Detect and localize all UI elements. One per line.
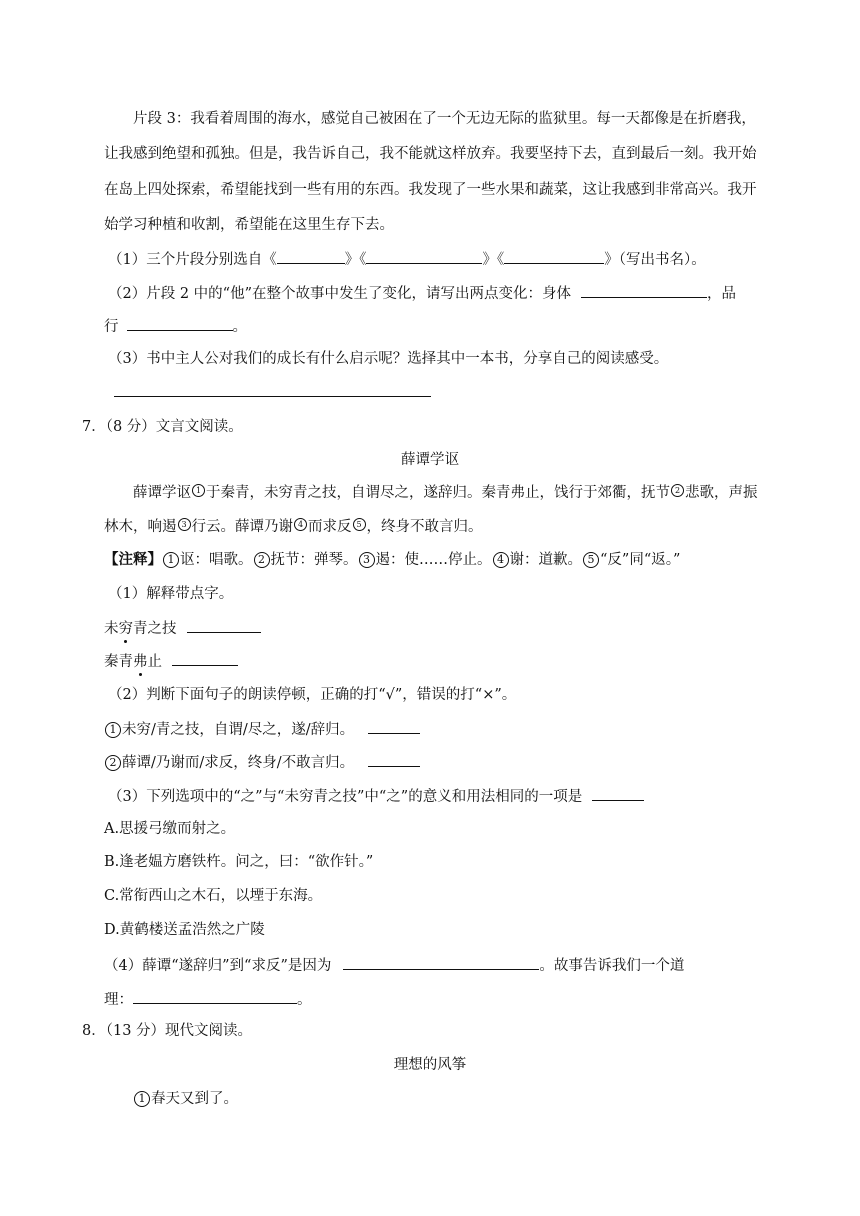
q6-sub2-line2 — [104, 315, 247, 337]
q6-sub2-text: （2）片段 2 中的“他”在整个故事中发生了变化，请写出两点变化：身体 — [108, 286, 571, 302]
q7-sub4-d: 。 — [297, 992, 312, 1008]
q7-sub1: （1）解释带点字。 — [108, 586, 234, 602]
q7-word1 — [104, 617, 261, 639]
note-2: 抚节：弹琴。 — [270, 552, 358, 568]
option-a: A.思援弓缴而射之。 — [104, 821, 236, 837]
q7-sub2: （2）判断下面句子的朗读停顿，正确的打“√”，错误的打“×”。 — [108, 687, 517, 703]
q7-passage-g: ，终身不敢言归。 — [366, 519, 483, 535]
judge1-blank[interactable] — [368, 718, 420, 734]
q7-passage-c: 悲歌，声振 — [685, 485, 758, 501]
dotted-char-fu: 弗 — [133, 654, 148, 670]
q7-passage-a: 薛谭学讴 — [133, 485, 191, 501]
note-5: “反”同“返。” — [600, 552, 681, 568]
word2-a: 秦青 — [104, 654, 133, 670]
lesson-blank[interactable] — [133, 988, 297, 1004]
word2-b: 止 — [147, 654, 162, 670]
q6-sub2-line2-text: 行 — [104, 319, 119, 335]
reading-response-line[interactable] — [114, 396, 431, 397]
reason-blank[interactable] — [343, 954, 539, 970]
q7-judge1 — [104, 718, 420, 740]
q7-passage-line2 — [104, 517, 483, 537]
q7-passage-line1 — [133, 483, 758, 503]
paragraph-num-1: 1 — [134, 1091, 150, 1107]
q6-sub1-sep1: 》《 — [344, 252, 367, 268]
q6-sub1-sep2: 》《 — [482, 252, 505, 268]
q6-sub2 — [108, 282, 736, 304]
judge1-text: 未穷/青之技，自谓/尽之，遂/辞归。 — [122, 722, 355, 738]
note-num-5: 5 — [583, 552, 599, 568]
q7-sub4-line2 — [104, 988, 312, 1010]
q7-sub3-text: （3）下列选项中的“之”与“未穷青之技”中“之”的意义和用法相同的一项是 — [108, 789, 583, 805]
note-marker-1: 1 — [192, 484, 205, 497]
judge2-blank[interactable] — [368, 751, 420, 767]
note-3: 遏：使……停止。 — [375, 552, 492, 568]
note-num-3: 3 — [359, 552, 375, 568]
excerpt3-line1: 片段 3：我看着周围的海水，感觉自己被困在了一个无边无际的监狱里。每一天都像是在折磨我， — [133, 111, 756, 127]
option-b: B.逢老媪方磨铁杵。问之，曰：“欲作针。” — [104, 854, 374, 870]
note-marker-3: 3 — [178, 518, 191, 531]
notes-label: 【注释】 — [104, 551, 162, 568]
excerpt3-line2: 让我感到绝望和孤独。但是，我告诉自己，我不能就这样放弃。我要坚持下去，直到最后一刻。我开始 — [104, 146, 757, 162]
body-change-blank[interactable] — [581, 282, 707, 298]
word1-a: 未 — [104, 621, 119, 637]
q8-title: 理想的风筝 — [393, 1057, 467, 1073]
note-marker-4: 4 — [294, 518, 307, 531]
q7-sub3-blank[interactable] — [592, 785, 644, 801]
option-c: C.常衔西山之木石，以堙于东海。 — [104, 888, 323, 904]
q6-sub2-pin: ，品 — [707, 286, 736, 302]
book1-blank[interactable] — [277, 248, 345, 264]
q6-sub1-suffix: （写出书名）。 — [618, 252, 706, 268]
note-marker-5: 5 — [353, 518, 366, 531]
note-marker-2: 2 — [671, 484, 684, 497]
word2-blank[interactable] — [172, 650, 238, 666]
q6-sub1-prefix: （1）三个片段分别选自《 — [108, 252, 277, 268]
judge2-text: 薛谭/乃谢而/求反，终身/不敢言归。 — [122, 755, 355, 771]
q7-sub4-c: 理： — [104, 992, 133, 1008]
q7-title: 薛谭学讴 — [401, 452, 459, 468]
q6-sub3: （3）书中主人公对我们的成长有什么启示呢？选择其中一本书，分享自己的阅读感受。 — [108, 351, 669, 367]
q7-sub4-a: （4）薛谭“遂辞归”到“求反”是因为 — [104, 958, 332, 974]
q7-heading: 7．（8 分）文言文阅读。 — [82, 419, 243, 435]
q7-passage-f: 而求反 — [308, 519, 352, 535]
judge-num-2: 2 — [105, 755, 121, 771]
book2-blank[interactable] — [366, 248, 482, 264]
word1-b: 青之技 — [133, 621, 177, 637]
q7-passage-e: 行云。薛谭乃谢 — [191, 519, 293, 535]
q8-paragraph-1-text: 春天又到了。 — [151, 1091, 238, 1107]
q7-sub4-b: 。故事告诉我们一个道 — [539, 958, 685, 974]
dotted-char-qiong: 穷 — [118, 621, 133, 637]
q7-passage-b: 于秦青，未穷青之技，自谓尽之，遂辞归。秦青弗止，饯行于郊衢，抚节 — [206, 485, 670, 501]
q7-sub3 — [108, 785, 644, 807]
q8-paragraph-1 — [133, 1089, 238, 1109]
q8-heading: 8．（13 分）现代文阅读。 — [82, 1023, 253, 1039]
q7-word2 — [104, 650, 238, 672]
character-change-blank[interactable] — [127, 315, 233, 331]
q6-sub1-close: 》 — [604, 252, 619, 268]
q7-passage-d: 林木，响遏 — [104, 519, 177, 535]
note-num-2: 2 — [254, 552, 270, 568]
note-1: 讴：唱歌。 — [180, 552, 253, 568]
q6-sub2-end: 。 — [232, 319, 247, 335]
note-num-1: 1 — [163, 552, 179, 568]
excerpt3-line3: 在岛上四处探索，希望能找到一些有用的东西。我发现了一些水果和蔬菜，这让我感到非常高兴。我开 — [104, 182, 757, 198]
word1-blank[interactable] — [187, 617, 261, 633]
q7-notes — [104, 550, 680, 570]
book3-blank[interactable] — [504, 248, 604, 264]
q6-sub1 — [108, 248, 706, 270]
q7-judge2 — [104, 751, 420, 773]
option-d: D.黄鹤楼送孟浩然之广陵 — [104, 922, 265, 938]
judge-num-1: 1 — [105, 722, 121, 738]
excerpt3-line4: 始学习种植和收割，希望能在这里生存下去。 — [104, 217, 394, 233]
note-num-4: 4 — [493, 552, 509, 568]
q7-sub4 — [104, 954, 684, 976]
note-4: 谢：道歉。 — [509, 552, 582, 568]
